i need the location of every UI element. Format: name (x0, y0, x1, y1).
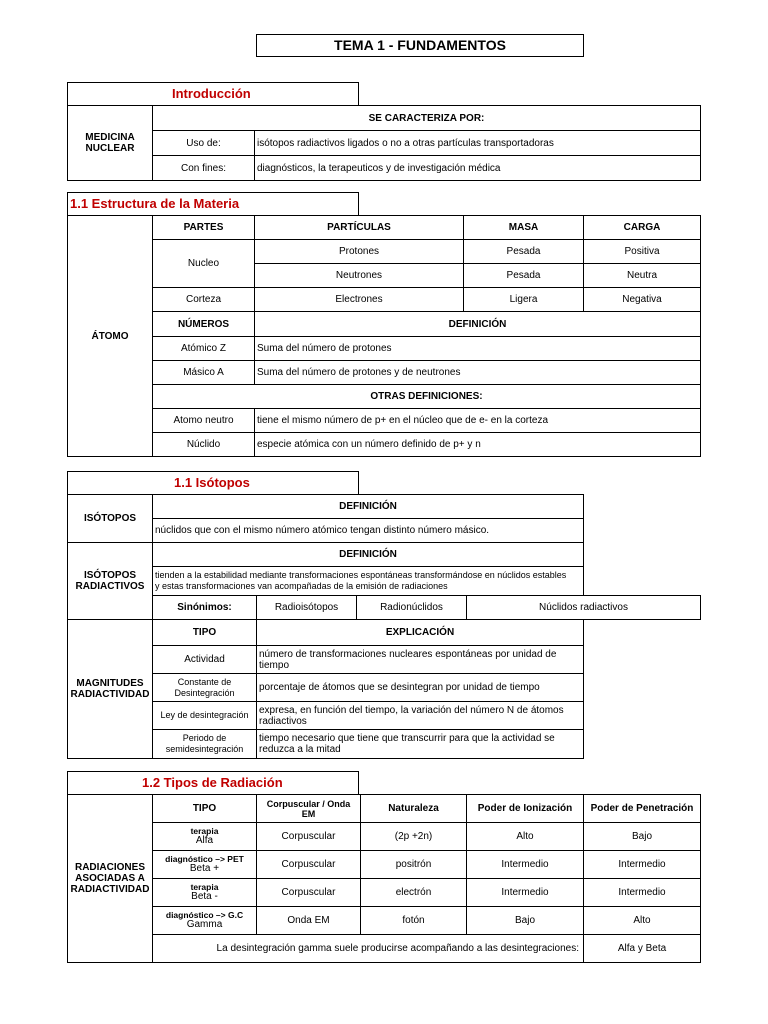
parte-corteza: Corteza (153, 288, 255, 312)
uso-note: diagnóstico –> PET (165, 854, 244, 864)
numero-def: Suma del número de protones y de neutrones (255, 361, 701, 385)
intro-value: isótopos radiactivos ligados o no a otras partículas transportadoras (255, 131, 701, 156)
definicion-header: DEFINICIÓN (153, 495, 584, 519)
explicacion-header: EXPLICACIÓN (257, 620, 584, 646)
magnitud-tipo: Ley de desintegración (153, 702, 257, 730)
particle-mass: Pesada (464, 264, 584, 288)
particle-charge: Positiva (584, 240, 701, 264)
magnitud-tipo: Constante de Desintegración (153, 674, 257, 702)
sinonimos-label: Sinónimos: (153, 596, 257, 620)
radiactivos-def-line: y estas transformaciones van acompañadas de la emisión de radiaciones (155, 581, 448, 591)
numero-key: Atómico Z (153, 337, 255, 361)
definicion-header: DEFINICIÓN (153, 543, 584, 567)
poder-penetracion: Alto (584, 907, 701, 935)
col-header: TIPO (153, 795, 257, 823)
poder-ionizacion: Intermedio (467, 851, 584, 879)
page-title: TEMA 1 - FUNDAMENTOS (256, 34, 584, 57)
col-header: PARTES (153, 216, 255, 240)
magnitud-explicacion: tiempo necesario que tiene que transcurrir para que la actividad se reduzca a la mitad (257, 730, 584, 759)
otras-header: OTRAS DEFINICIONES: (153, 385, 701, 409)
particle-charge: Neutra (584, 264, 701, 288)
corpuscular-onda: Corpuscular (257, 851, 361, 879)
isotopos-table (67, 494, 701, 759)
col-header: CARGA (584, 216, 701, 240)
particle: Neutrones (255, 264, 464, 288)
col-header: Poder de Ionización (467, 795, 584, 823)
magnitud-tipo: Actividad (153, 646, 257, 674)
poder-penetracion: Intermedio (584, 879, 701, 907)
magnitud-explicacion: expresa, en función del tiempo, la variación del número N de átomos radiactivos (257, 702, 584, 730)
definicion-header: DEFINICIÓN (255, 312, 701, 337)
uso-note: terapia (190, 882, 219, 892)
otra-def: tiene el mismo número de p+ en el núcleo que de e- en la corteza (255, 409, 701, 433)
medicina-nuclear-label: MEDICINA NUCLEAR (68, 106, 153, 181)
radiacion-tipo (153, 907, 257, 935)
radiacion-table (67, 794, 701, 963)
magnitudes-label: MAGNITUDES RADIACTIVIDAD (68, 620, 153, 759)
tipo-label: Alfa (195, 835, 214, 846)
numero-key: Másico A (153, 361, 255, 385)
otra-key: Núclido (153, 433, 255, 457)
radiacion-heading: 1.2 Tipos de Radiación (67, 771, 359, 795)
radiacion-tipo (153, 823, 257, 851)
intro-header: SE CARACTERIZA POR: (153, 106, 701, 131)
col-header: MASA (464, 216, 584, 240)
poder-ionizacion: Alto (467, 823, 584, 851)
corpuscular-onda: Onda EM (257, 907, 361, 935)
isotopos-label: ISÓTOPOS (68, 495, 153, 543)
radiaciones-label: RADIACIONES ASOCIADAS A RADIACTIVIDAD (68, 795, 153, 963)
col-header: PARTÍCULAS (255, 216, 464, 240)
tipo-label: Gamma (186, 919, 223, 930)
intro-heading: Introducción (67, 82, 359, 106)
col-header: Naturaleza (361, 795, 467, 823)
poder-penetracion: Intermedio (584, 851, 701, 879)
intro-key: Con fines: (153, 156, 255, 181)
atomo-table (67, 215, 701, 457)
magnitud-explicacion: número de transformaciones nucleares espontáneas por unidad de tiempo (257, 646, 584, 674)
radiactivos-def-line: tienden a la estabilidad mediante transformaciones espontáneas transformándose en núclidos estables (155, 570, 567, 580)
uso-note: terapia (190, 826, 219, 836)
corpuscular-onda: Corpuscular (257, 879, 361, 907)
particle-mass: Pesada (464, 240, 584, 264)
corpuscular-onda: Corpuscular (257, 823, 361, 851)
radiacion-tipo (153, 879, 257, 907)
particle-mass: Ligera (464, 288, 584, 312)
intro-value: diagnósticos, la terapeuticos y de investigación médica (255, 156, 701, 181)
naturaleza: electrón (361, 879, 467, 907)
sinonimo: Radioisótopos (257, 596, 357, 620)
isotopos-radiactivos-label: ISÓTOPOS RADIACTIVOS (68, 543, 153, 620)
otra-def: especie atómica con un número definido de p+ y n (255, 433, 701, 457)
parte-nucleo: Nucleo (153, 240, 255, 288)
tipo-label: Beta - (191, 891, 218, 902)
radiactivos-definition (153, 567, 584, 596)
isotopos-definition: núclidos que con el mismo número atómico tengan distinto número másico. (153, 519, 584, 543)
uso-note: diagnóstico –> G.C (165, 910, 244, 920)
sinonimo: Núclidos radiactivos (467, 596, 701, 620)
naturaleza: (2p +2n) (361, 823, 467, 851)
numero-def: Suma del número de protones (255, 337, 701, 361)
intro-key: Uso de: (153, 131, 255, 156)
col-header: Corpuscular / Onda EM (257, 795, 361, 823)
poder-ionizacion: Bajo (467, 907, 584, 935)
particle: Protones (255, 240, 464, 264)
otra-key: Atomo neutro (153, 409, 255, 433)
magnitud-tipo: Periodo de semidesintegración (153, 730, 257, 759)
gamma-footer-text: La desintegración gamma suele producirse acompañando a las desintegraciones: (153, 935, 584, 963)
intro-table (67, 105, 701, 181)
magnitud-explicacion: porcentaje de átomos que se desintegran por unidad de tiempo (257, 674, 584, 702)
col-header: Poder de Penetración (584, 795, 701, 823)
isotopos-heading: 1.1 Isótopos (67, 471, 359, 495)
radiacion-tipo (153, 851, 257, 879)
gamma-footer-value: Alfa y Beta (584, 935, 701, 963)
numeros-header: NÚMEROS (153, 312, 255, 337)
atomo-label: ÁTOMO (68, 216, 153, 457)
poder-penetracion: Bajo (584, 823, 701, 851)
particle: Electrones (255, 288, 464, 312)
sinonimo: Radionúclidos (357, 596, 467, 620)
poder-ionizacion: Intermedio (467, 879, 584, 907)
materia-heading: 1.1 Estructura de la Materia (67, 192, 359, 216)
naturaleza: positrón (361, 851, 467, 879)
particle-charge: Negativa (584, 288, 701, 312)
tipo-label: Beta + (189, 863, 220, 874)
tipo-header: TIPO (153, 620, 257, 646)
naturaleza: fotón (361, 907, 467, 935)
